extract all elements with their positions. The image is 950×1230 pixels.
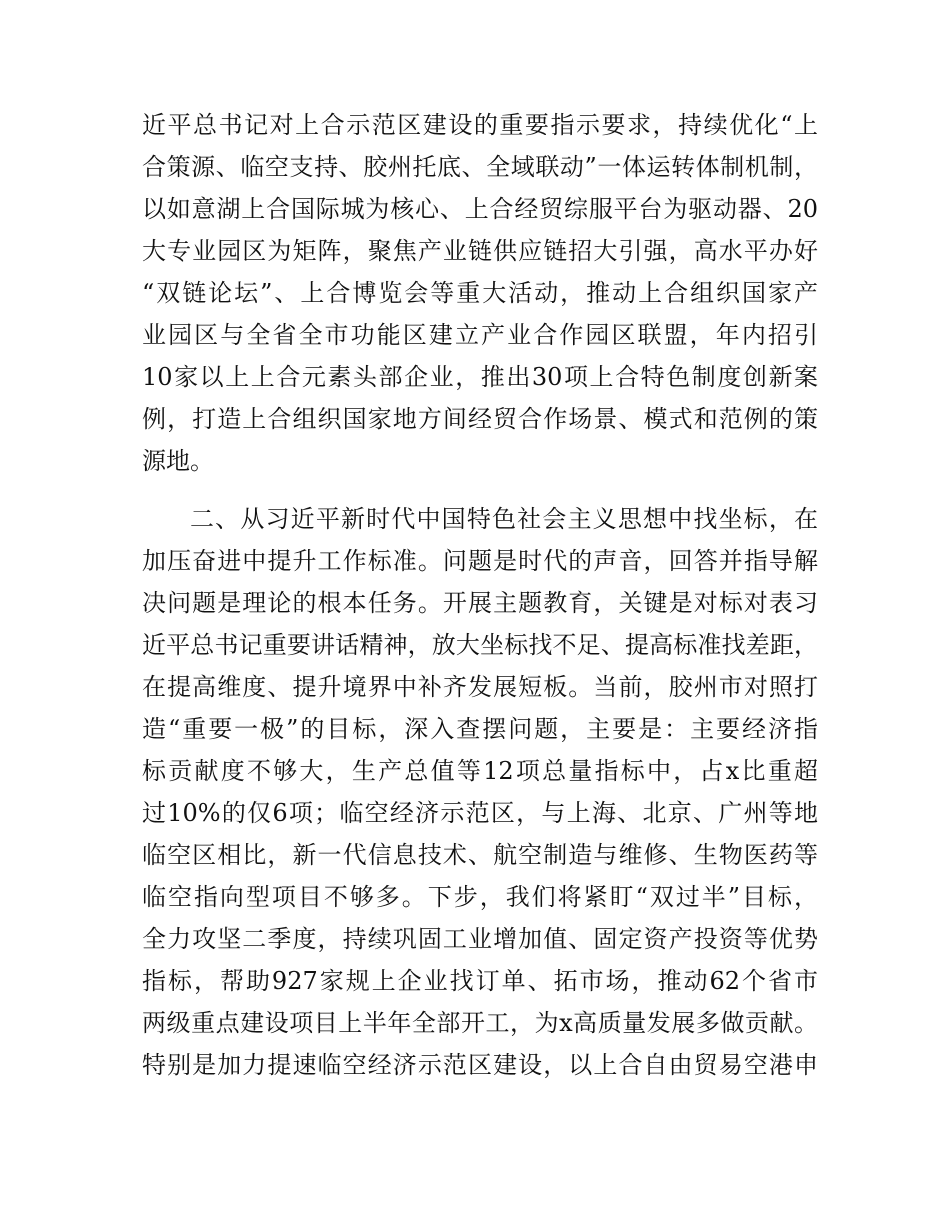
paragraph-2-line-9: 临空区相比，新一代信息技术、航空制造与维修、生物医药等 [142, 841, 818, 869]
paragraph-2-line-4: 近平总书记重要讲话精神，放大坐标找不足、提高标准找差距， [142, 631, 818, 659]
paragraph-2-line-1: 二、从习近平新时代中国特色社会主义思想中找坐标，在 [190, 505, 818, 533]
paragraph-2-line-5: 在提高维度、提升境界中补齐发展短板。当前，胶州市对照打 [142, 673, 818, 701]
paragraph-1-line-6: 业园区与全省全市功能区建立产业合作园区联盟，年内招引 [142, 321, 818, 349]
paragraph-2-line-3: 决问题是理论的根本任务。开展主题教育，关键是对标对表习 [142, 589, 818, 617]
paragraph-1-line-5: “双链论坛”、上合博览会等重大活动，推动上合组织国家产 [142, 279, 818, 307]
paragraph-1 [142, 104, 818, 482]
paragraph-2-line-2: 加压奋进中提升工作标准。问题是时代的声音，回答并指导解 [142, 547, 818, 575]
paragraph-2-line-7: 标贡献度不够大，生产总值等12项总量指标中，占x比重超 [142, 757, 818, 785]
paragraph-1-line-7: 10家以上上合元素头部企业，推出30项上合特色制度创新案 [142, 363, 818, 391]
paragraph-2-line-10: 临空指向型项目不够多。下步，我们将紧盯“双过半”目标， [142, 883, 818, 911]
paragraph-2-line-6: 造“重要一极”的目标，深入查摆问题，主要是：主要经济指 [142, 715, 818, 743]
paragraph-2-line-8: 过10%的仅6项；临空经济示范区，与上海、北京、广州等地 [142, 799, 818, 827]
paragraph-2-line-13: 两级重点建设项目上半年全部开工，为x高质量发展多做贡献。 [142, 1009, 818, 1037]
paragraph-1-line-4: 大专业园区为矩阵，聚焦产业链供应链招大引强，高水平办好 [142, 237, 818, 265]
paragraph-2-line-12: 指标，帮助927家规上企业找订单、拓市场，推动62个省市 [142, 967, 818, 995]
paragraph-1-line-9: 源地。 [142, 447, 214, 475]
paragraph-1-line-3: 以如意湖上合国际城为核心、上合经贸综服平台为驱动器、20 [142, 195, 818, 223]
paragraph-2-line-11: 全力攻坚二季度，持续巩固工业增加值、固定资产投资等优势 [142, 925, 818, 953]
paragraph-1-line-2: 合策源、临空支持、胶州托底、全域联动”一体运转体制机制， [142, 153, 818, 181]
paragraph-1-line-1: 近平总书记对上合示范区建设的重要指示要求，持续优化“上 [142, 111, 818, 139]
paragraph-2 [142, 498, 818, 1086]
paragraph-1-line-8: 例，打造上合组织国家地方间经贸合作场景、模式和范例的策 [142, 405, 818, 433]
paragraph-2-line-14: 特别是加力提速临空经济示范区建设，以上合自由贸易空港申 [142, 1051, 818, 1079]
